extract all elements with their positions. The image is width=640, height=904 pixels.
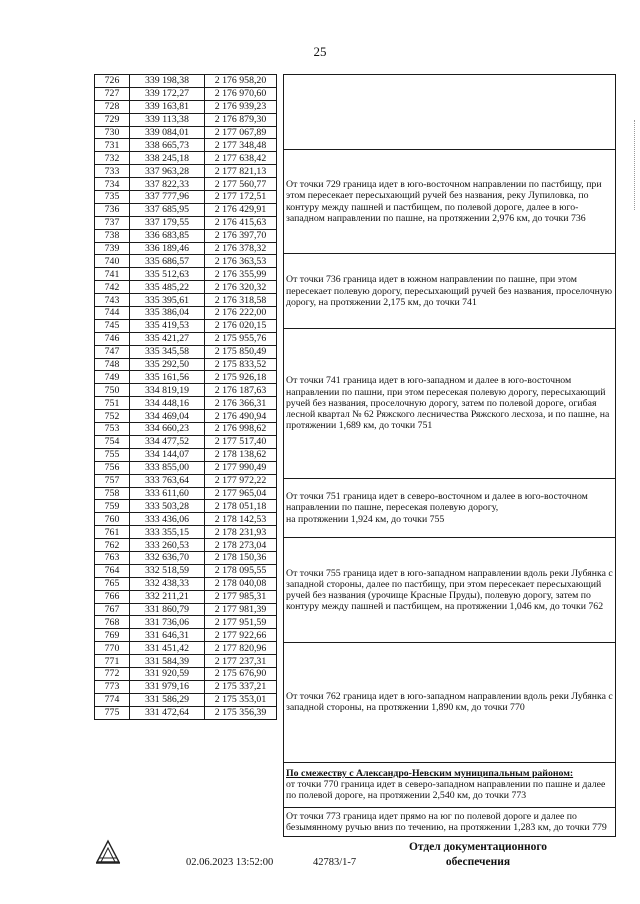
table-row bbox=[95, 242, 277, 255]
description-row bbox=[284, 329, 616, 479]
table-row bbox=[95, 126, 277, 139]
table-row bbox=[95, 461, 277, 474]
description-cell bbox=[284, 75, 616, 150]
y-coordinate-cell: 2 178 231,93 bbox=[205, 526, 277, 539]
x-coordinate-cell: 334 469,04 bbox=[130, 410, 205, 423]
y-coordinate-cell: 2 175 353,01 bbox=[205, 693, 277, 706]
x-coordinate-cell: 331 646,31 bbox=[130, 629, 205, 642]
x-coordinate-cell: 332 636,70 bbox=[130, 551, 205, 564]
y-coordinate-cell: 2 176 397,70 bbox=[205, 229, 277, 242]
table-row bbox=[95, 448, 277, 461]
table-row bbox=[95, 384, 277, 397]
y-coordinate-cell: 2 176 415,63 bbox=[205, 216, 277, 229]
table-row bbox=[95, 229, 277, 242]
x-coordinate-cell: 337 777,96 bbox=[130, 191, 205, 204]
point-number-cell: 763 bbox=[95, 551, 130, 564]
point-number-cell: 750 bbox=[95, 384, 130, 397]
table-row bbox=[95, 564, 277, 577]
point-number-cell: 773 bbox=[95, 680, 130, 693]
x-coordinate-cell: 334 660,23 bbox=[130, 423, 205, 436]
x-coordinate-cell: 334 477,52 bbox=[130, 435, 205, 448]
y-coordinate-cell: 2 177 922,66 bbox=[205, 629, 277, 642]
footer-department-line2: обеспечения bbox=[445, 856, 511, 868]
point-number-cell: 772 bbox=[95, 667, 130, 680]
table-row bbox=[95, 474, 277, 487]
x-coordinate-cell: 332 438,33 bbox=[130, 577, 205, 590]
y-coordinate-cell: 2 178 150,36 bbox=[205, 551, 277, 564]
description-cell bbox=[284, 149, 616, 254]
description-row bbox=[284, 762, 616, 807]
y-coordinate-cell: 2 177 237,31 bbox=[205, 655, 277, 668]
x-coordinate-cell: 335 395,61 bbox=[130, 294, 205, 307]
x-coordinate-cell: 334 448,16 bbox=[130, 397, 205, 410]
description-row bbox=[284, 254, 616, 329]
table-row bbox=[95, 590, 277, 603]
table-row bbox=[95, 319, 277, 332]
point-number-cell: 728 bbox=[95, 100, 130, 113]
description-cell bbox=[284, 254, 616, 329]
point-number-cell: 742 bbox=[95, 281, 130, 294]
y-coordinate-cell: 2 178 138,62 bbox=[205, 448, 277, 461]
point-number-cell: 768 bbox=[95, 616, 130, 629]
point-number-cell: 748 bbox=[95, 358, 130, 371]
y-coordinate-cell: 2 177 820,96 bbox=[205, 642, 277, 655]
y-coordinate-cell: 2 178 095,55 bbox=[205, 564, 277, 577]
description-text: От точки 751 граница идет в северо-восточном и далее в юго-восточном направлении по пашне, пересекая полевую дорогу, bbox=[286, 491, 588, 514]
description-text: От точки 762 граница идет в юго-западном направлении вдоль реки Лубянка с западной стороны, на протяжении 1,890 км, до точки 770 bbox=[286, 691, 613, 714]
x-coordinate-cell: 333 436,06 bbox=[130, 513, 205, 526]
x-coordinate-cell: 334 819,19 bbox=[130, 384, 205, 397]
table-row bbox=[95, 358, 277, 371]
point-number-cell: 758 bbox=[95, 487, 130, 500]
point-number-cell: 739 bbox=[95, 242, 130, 255]
table-row bbox=[95, 706, 277, 719]
table-row bbox=[95, 629, 277, 642]
x-coordinate-cell: 335 419,53 bbox=[130, 319, 205, 332]
table-row bbox=[95, 487, 277, 500]
description-text: От точки 741 граница идет в юго-западном и далее в юго-восточном направлении по пашни, при этом пересекая полевую дорогу, пересыхающий ручей без названия, проселочную дорогу, затем по полевой дороге, огибая лесной квартал № 62 Ряжского лесничества Ряжского лесхоза, и по пашне, на протяжении 1,689 км, до точки 751 bbox=[286, 375, 610, 432]
description-title: По смежеству с Александро-Невским муниципальным районом: bbox=[286, 767, 574, 779]
point-number-cell: 761 bbox=[95, 526, 130, 539]
x-coordinate-cell: 331 979,16 bbox=[130, 680, 205, 693]
table-row bbox=[95, 203, 277, 216]
description-row bbox=[284, 149, 616, 254]
emblem-icon bbox=[94, 838, 122, 864]
table-row bbox=[95, 113, 277, 126]
table-row bbox=[95, 332, 277, 345]
x-coordinate-cell: 339 113,38 bbox=[130, 113, 205, 126]
y-coordinate-cell: 2 176 020,15 bbox=[205, 319, 277, 332]
table-row bbox=[95, 526, 277, 539]
footer-department bbox=[400, 840, 556, 870]
scan-edge-mark bbox=[634, 120, 637, 210]
x-coordinate-cell: 331 586,29 bbox=[130, 693, 205, 706]
x-coordinate-cell: 339 172,27 bbox=[130, 87, 205, 100]
description-text: от точки 770 граница идет в северо-западном направлении по пашне и далее по полевой дороге, на протяжении 2,540 км, до точки 773 bbox=[286, 778, 606, 802]
x-coordinate-cell: 331 920,59 bbox=[130, 667, 205, 680]
x-coordinate-cell: 337 179,55 bbox=[130, 216, 205, 229]
table-row bbox=[95, 307, 277, 320]
table-row bbox=[95, 100, 277, 113]
point-number-cell: 747 bbox=[95, 345, 130, 358]
x-coordinate-cell: 333 503,28 bbox=[130, 500, 205, 513]
y-coordinate-cell: 2 177 638,42 bbox=[205, 152, 277, 165]
y-coordinate-cell: 2 175 337,21 bbox=[205, 680, 277, 693]
table-row bbox=[95, 165, 277, 178]
table-row bbox=[95, 500, 277, 513]
point-number-cell: 757 bbox=[95, 474, 130, 487]
x-coordinate-cell: 333 855,00 bbox=[130, 461, 205, 474]
x-coordinate-cell: 339 084,01 bbox=[130, 126, 205, 139]
table-row bbox=[95, 281, 277, 294]
table-row bbox=[95, 139, 277, 152]
x-coordinate-cell: 338 665,73 bbox=[130, 139, 205, 152]
point-number-cell: 741 bbox=[95, 268, 130, 281]
x-coordinate-cell: 334 144,07 bbox=[130, 448, 205, 461]
x-coordinate-cell: 333 355,15 bbox=[130, 526, 205, 539]
x-coordinate-cell: 335 686,57 bbox=[130, 255, 205, 268]
description-text: От точки 755 граница идет в юго-западном направлении вдоль реки Лубянка с западной стороны, далее по пастбищу, при этом пересекает пересыхающий ручей без названия (урочище Красные Пруды), полевую дорогу, затем по контуру между пашней и пастбищем, на протяжении 1,046 км, до точки 762 bbox=[286, 567, 613, 613]
x-coordinate-cell: 332 518,59 bbox=[130, 564, 205, 577]
y-coordinate-cell: 2 177 990,49 bbox=[205, 461, 277, 474]
y-coordinate-cell: 2 176 378,32 bbox=[205, 242, 277, 255]
y-coordinate-cell: 2 177 821,13 bbox=[205, 165, 277, 178]
y-coordinate-cell: 2 177 517,40 bbox=[205, 435, 277, 448]
table-row bbox=[95, 410, 277, 423]
y-coordinate-cell: 2 178 051,18 bbox=[205, 500, 277, 513]
point-number-cell: 766 bbox=[95, 590, 130, 603]
y-coordinate-cell: 2 177 348,48 bbox=[205, 139, 277, 152]
description-row bbox=[284, 75, 616, 150]
table-row bbox=[95, 655, 277, 668]
table-row bbox=[95, 435, 277, 448]
description-cell bbox=[284, 478, 616, 538]
y-coordinate-cell: 2 175 676,90 bbox=[205, 667, 277, 680]
x-coordinate-cell: 335 292,50 bbox=[130, 358, 205, 371]
x-coordinate-cell: 337 963,28 bbox=[130, 165, 205, 178]
point-number-cell: 751 bbox=[95, 397, 130, 410]
x-coordinate-cell: 331 472,64 bbox=[130, 706, 205, 719]
description-text: От точки 736 граница идет в южном направлении по пашне, при этом пересекает полевую дорогу, пересыхающий ручей без названия, проселочную дорогу, на протяжении 2,175 км, до точки 741 bbox=[286, 274, 613, 308]
y-coordinate-cell: 2 176 939,23 bbox=[205, 100, 277, 113]
y-coordinate-cell: 2 176 366,31 bbox=[205, 397, 277, 410]
x-coordinate-cell: 333 763,64 bbox=[130, 474, 205, 487]
x-coordinate-cell: 339 198,38 bbox=[130, 75, 205, 88]
page-number: 25 bbox=[313, 44, 327, 59]
point-number-cell: 727 bbox=[95, 87, 130, 100]
table-row bbox=[95, 680, 277, 693]
description-row bbox=[284, 807, 616, 837]
point-number-cell: 760 bbox=[95, 513, 130, 526]
description-cell bbox=[284, 807, 616, 837]
table-row bbox=[95, 616, 277, 629]
y-coordinate-cell: 2 177 981,39 bbox=[205, 603, 277, 616]
point-number-cell: 740 bbox=[95, 255, 130, 268]
y-coordinate-cell: 2 177 965,04 bbox=[205, 487, 277, 500]
table-row bbox=[95, 577, 277, 590]
table-row bbox=[95, 75, 277, 88]
point-number-cell: 730 bbox=[95, 126, 130, 139]
footer-datetime: 02.06.2023 13:52:00 bbox=[186, 857, 274, 868]
y-coordinate-cell: 2 176 429,91 bbox=[205, 203, 277, 216]
point-number-cell: 752 bbox=[95, 410, 130, 423]
x-coordinate-cell: 331 584,39 bbox=[130, 655, 205, 668]
x-coordinate-cell: 335 512,63 bbox=[130, 268, 205, 281]
point-number-cell: 734 bbox=[95, 178, 130, 191]
table-row bbox=[95, 371, 277, 384]
point-number-cell: 745 bbox=[95, 319, 130, 332]
point-number-cell: 729 bbox=[95, 113, 130, 126]
y-coordinate-cell: 2 178 273,04 bbox=[205, 539, 277, 552]
table-row bbox=[95, 603, 277, 616]
point-number-cell: 753 bbox=[95, 423, 130, 436]
x-coordinate-cell: 335 421,27 bbox=[130, 332, 205, 345]
point-number-cell: 767 bbox=[95, 603, 130, 616]
y-coordinate-cell: 2 176 958,20 bbox=[205, 75, 277, 88]
point-number-cell: 770 bbox=[95, 642, 130, 655]
point-number-cell: 759 bbox=[95, 500, 130, 513]
y-coordinate-cell: 2 177 985,31 bbox=[205, 590, 277, 603]
point-number-cell: 769 bbox=[95, 629, 130, 642]
point-number-cell: 771 bbox=[95, 655, 130, 668]
point-number-cell: 738 bbox=[95, 229, 130, 242]
point-number-cell: 762 bbox=[95, 539, 130, 552]
boundary-description-body bbox=[284, 75, 616, 837]
table-row bbox=[95, 268, 277, 281]
boundary-description-table bbox=[283, 74, 616, 837]
x-coordinate-cell: 335 161,56 bbox=[130, 371, 205, 384]
table-row bbox=[95, 642, 277, 655]
y-coordinate-cell: 2 177 951,59 bbox=[205, 616, 277, 629]
coordinates-table-body bbox=[95, 75, 277, 720]
y-coordinate-cell: 2 178 142,53 bbox=[205, 513, 277, 526]
y-coordinate-cell: 2 178 040,08 bbox=[205, 577, 277, 590]
x-coordinate-cell: 337 685,95 bbox=[130, 203, 205, 216]
table-row bbox=[95, 191, 277, 204]
x-coordinate-cell: 339 163,81 bbox=[130, 100, 205, 113]
table-row bbox=[95, 152, 277, 165]
x-coordinate-cell: 331 736,06 bbox=[130, 616, 205, 629]
table-row bbox=[95, 255, 277, 268]
y-coordinate-cell: 2 175 850,49 bbox=[205, 345, 277, 358]
table-row bbox=[95, 667, 277, 680]
point-number-cell: 755 bbox=[95, 448, 130, 461]
table-row bbox=[95, 178, 277, 191]
x-coordinate-cell: 337 822,33 bbox=[130, 178, 205, 191]
y-coordinate-cell: 2 175 955,76 bbox=[205, 332, 277, 345]
y-coordinate-cell: 2 176 355,99 bbox=[205, 268, 277, 281]
y-coordinate-cell: 2 175 356,39 bbox=[205, 706, 277, 719]
y-coordinate-cell: 2 177 972,22 bbox=[205, 474, 277, 487]
footer-department-line1: Отдел документационного bbox=[408, 841, 548, 853]
x-coordinate-cell: 332 211,21 bbox=[130, 590, 205, 603]
description-row bbox=[284, 478, 616, 538]
description-text: От точки 773 граница идет прямо на юг по полевой дороге и далее по безымянному ручью вниз по течению, на протяжении 1,283 км, до точки 779 bbox=[286, 810, 607, 833]
table-row bbox=[95, 513, 277, 526]
point-number-cell: 765 bbox=[95, 577, 130, 590]
x-coordinate-cell: 336 189,46 bbox=[130, 242, 205, 255]
description-cell bbox=[284, 762, 616, 807]
point-number-cell: 735 bbox=[95, 191, 130, 204]
y-coordinate-cell: 2 177 560,77 bbox=[205, 178, 277, 191]
y-coordinate-cell: 2 176 320,32 bbox=[205, 281, 277, 294]
x-coordinate-cell: 335 345,58 bbox=[130, 345, 205, 358]
y-coordinate-cell: 2 175 833,52 bbox=[205, 358, 277, 371]
table-row bbox=[95, 294, 277, 307]
table-row bbox=[95, 216, 277, 229]
y-coordinate-cell: 2 176 490,94 bbox=[205, 410, 277, 423]
point-number-cell: 731 bbox=[95, 139, 130, 152]
table-row bbox=[95, 87, 277, 100]
x-coordinate-cell: 331 860,79 bbox=[130, 603, 205, 616]
point-number-cell: 774 bbox=[95, 693, 130, 706]
description-cell bbox=[284, 329, 616, 479]
point-number-cell: 744 bbox=[95, 307, 130, 320]
table-row bbox=[95, 539, 277, 552]
y-coordinate-cell: 2 177 172,51 bbox=[205, 191, 277, 204]
y-coordinate-cell: 2 176 222,00 bbox=[205, 307, 277, 320]
coordinates-table bbox=[94, 74, 277, 720]
description-row bbox=[284, 538, 616, 643]
table-row bbox=[95, 551, 277, 564]
x-coordinate-cell: 331 451,42 bbox=[130, 642, 205, 655]
description-row bbox=[284, 643, 616, 763]
description-cell bbox=[284, 538, 616, 643]
point-number-cell: 732 bbox=[95, 152, 130, 165]
y-coordinate-cell: 2 176 318,58 bbox=[205, 294, 277, 307]
description-text: От точки 729 граница идет в юго-восточном направлении по пастбищу, при этом пересекает пересыхающий ручей без названия, реку Лупиловка, по контуру между пашней и пастбищем, по полевой дороге, далее в юго-западном направлении по пашне, на протяжении 2,976 км, до точки 736 bbox=[286, 179, 602, 224]
table-row bbox=[95, 693, 277, 706]
point-number-cell: 726 bbox=[95, 75, 130, 88]
x-coordinate-cell: 335 485,22 bbox=[130, 281, 205, 294]
point-number-cell: 775 bbox=[95, 706, 130, 719]
description-cell bbox=[284, 643, 616, 763]
table-row bbox=[95, 345, 277, 358]
footer-document-number: 42783/1-7 bbox=[313, 857, 357, 868]
x-coordinate-cell: 338 245,18 bbox=[130, 152, 205, 165]
y-coordinate-cell: 2 177 067,89 bbox=[205, 126, 277, 139]
point-number-cell: 764 bbox=[95, 564, 130, 577]
point-number-cell: 737 bbox=[95, 216, 130, 229]
point-number-cell: 754 bbox=[95, 435, 130, 448]
x-coordinate-cell: 336 683,85 bbox=[130, 229, 205, 242]
y-coordinate-cell: 2 176 970,60 bbox=[205, 87, 277, 100]
y-coordinate-cell: 2 176 363,53 bbox=[205, 255, 277, 268]
x-coordinate-cell: 333 611,60 bbox=[130, 487, 205, 500]
y-coordinate-cell: 2 176 998,62 bbox=[205, 423, 277, 436]
table-row bbox=[95, 397, 277, 410]
point-number-cell: 746 bbox=[95, 332, 130, 345]
point-number-cell: 743 bbox=[95, 294, 130, 307]
y-coordinate-cell: 2 176 187,63 bbox=[205, 384, 277, 397]
point-number-cell: 736 bbox=[95, 203, 130, 216]
table-row bbox=[95, 423, 277, 436]
x-coordinate-cell: 333 260,53 bbox=[130, 539, 205, 552]
description-text: на протяжении 1,924 км, до точки 755 bbox=[286, 513, 445, 525]
point-number-cell: 756 bbox=[95, 461, 130, 474]
point-number-cell: 749 bbox=[95, 371, 130, 384]
y-coordinate-cell: 2 175 926,18 bbox=[205, 371, 277, 384]
point-number-cell: 733 bbox=[95, 165, 130, 178]
x-coordinate-cell: 335 386,04 bbox=[130, 307, 205, 320]
y-coordinate-cell: 2 176 879,30 bbox=[205, 113, 277, 126]
